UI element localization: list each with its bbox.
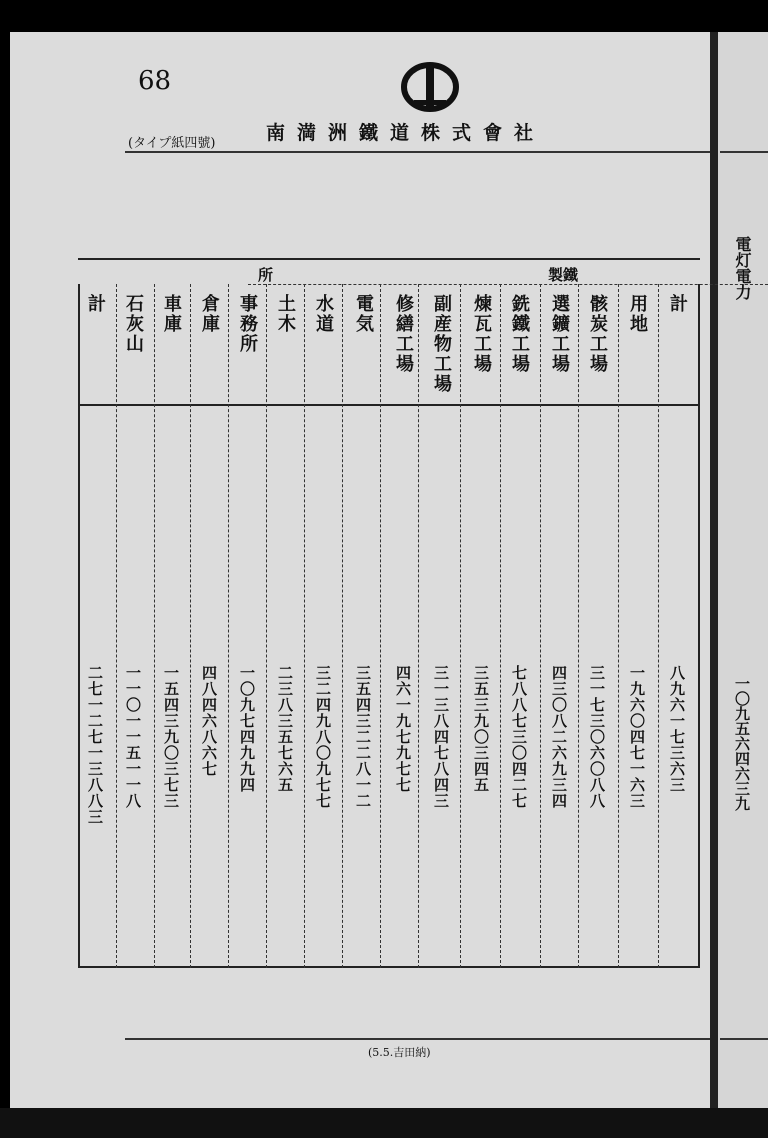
column-header: 水道 xyxy=(313,294,334,334)
column-value: 四六一九七九七七 xyxy=(394,665,412,793)
table-bottom-rule xyxy=(78,966,700,968)
table-column-rule xyxy=(460,284,461,968)
column-value: 三一三八四七八四三 xyxy=(432,665,450,809)
facing-page-values: 一〇九五六四六三九 xyxy=(733,676,751,811)
column-value: 四三〇八二六九三四 xyxy=(550,665,568,809)
table-header-rule xyxy=(78,404,700,406)
table-column-rule xyxy=(618,284,619,968)
column-value: 一五四三九〇三七三 xyxy=(162,665,180,809)
column-header: 倉庫 xyxy=(199,294,220,334)
header-rule xyxy=(125,151,710,153)
column-value: 一一〇一一五一一八 xyxy=(124,665,142,809)
column-header: 計 xyxy=(667,294,688,314)
column-header: 銑鐵工場 xyxy=(509,294,530,374)
table-column-rule xyxy=(190,284,191,968)
column-value: 七八八七三〇四二七 xyxy=(510,665,528,809)
table-column-rule xyxy=(154,284,155,968)
column-header: 骸炭工場 xyxy=(587,294,608,374)
printer-mark: (5.5.吉田納) xyxy=(368,1046,431,1059)
table-column-rule xyxy=(228,284,229,968)
column-value: 一〇九七四九九四 xyxy=(238,665,256,793)
column-value: 四八四六八六七 xyxy=(200,665,218,777)
column-header: 車庫 xyxy=(161,294,182,334)
table-top-rule xyxy=(78,258,700,260)
table-column-rule xyxy=(116,284,117,968)
table-column-rule xyxy=(266,284,267,968)
company-name: 南満洲鐵道株式會社 xyxy=(266,122,546,144)
column-header: 副産物工場 xyxy=(431,294,452,394)
column-value: 八九六一七三六三 xyxy=(668,665,686,793)
column-value: 二七一二七一三八八三 xyxy=(86,665,104,825)
column-header: 石灰山 xyxy=(123,294,144,354)
footer-rule-facing xyxy=(720,1038,768,1040)
header-rule-facing xyxy=(720,151,768,153)
column-value: 三五四三二二八一二 xyxy=(354,665,372,809)
group-label-sho: 所 xyxy=(258,266,274,284)
footer-rule xyxy=(125,1038,710,1040)
book-spine xyxy=(710,32,718,1108)
column-value: 二三八三五七六五 xyxy=(276,665,294,793)
table-column-rule xyxy=(418,284,419,968)
column-header: 土木 xyxy=(275,294,296,334)
column-header: 煉瓦工場 xyxy=(471,294,492,374)
column-header: 修繕工場 xyxy=(393,294,414,374)
column-header: 選鑛工場 xyxy=(549,294,570,374)
column-header: 用地 xyxy=(627,294,648,334)
table-column-rule xyxy=(380,284,381,968)
page-number: 68 xyxy=(138,66,172,96)
column-header: 事務所 xyxy=(237,294,258,354)
table-column-rule xyxy=(304,284,305,968)
column-header: 計 xyxy=(85,294,106,314)
column-value: 三五三九〇三四五 xyxy=(472,665,490,793)
group-label-seitetsu: 製鐵 xyxy=(548,266,579,284)
table-column-rule xyxy=(578,284,579,968)
column-value: 三一七三〇六〇八八 xyxy=(588,665,606,809)
form-type-label: (タイプ紙四號) xyxy=(128,136,216,151)
column-header: 電気 xyxy=(353,294,374,334)
table-column-rule xyxy=(500,284,501,968)
company-logo xyxy=(400,60,460,114)
column-value: 一九六〇四七一六三 xyxy=(628,665,646,809)
facing-page xyxy=(718,32,768,1108)
column-value: 三二四九八〇九七七 xyxy=(314,665,332,809)
facing-page-heading: 電灯電力 xyxy=(733,236,752,300)
table-group-rule xyxy=(248,284,768,286)
table-column-rule xyxy=(342,284,343,968)
table-column-rule xyxy=(658,284,659,968)
scan-border xyxy=(0,1108,768,1138)
table-column-rule xyxy=(78,284,80,968)
table-column-rule xyxy=(698,284,700,968)
table-column-rule xyxy=(540,284,541,968)
